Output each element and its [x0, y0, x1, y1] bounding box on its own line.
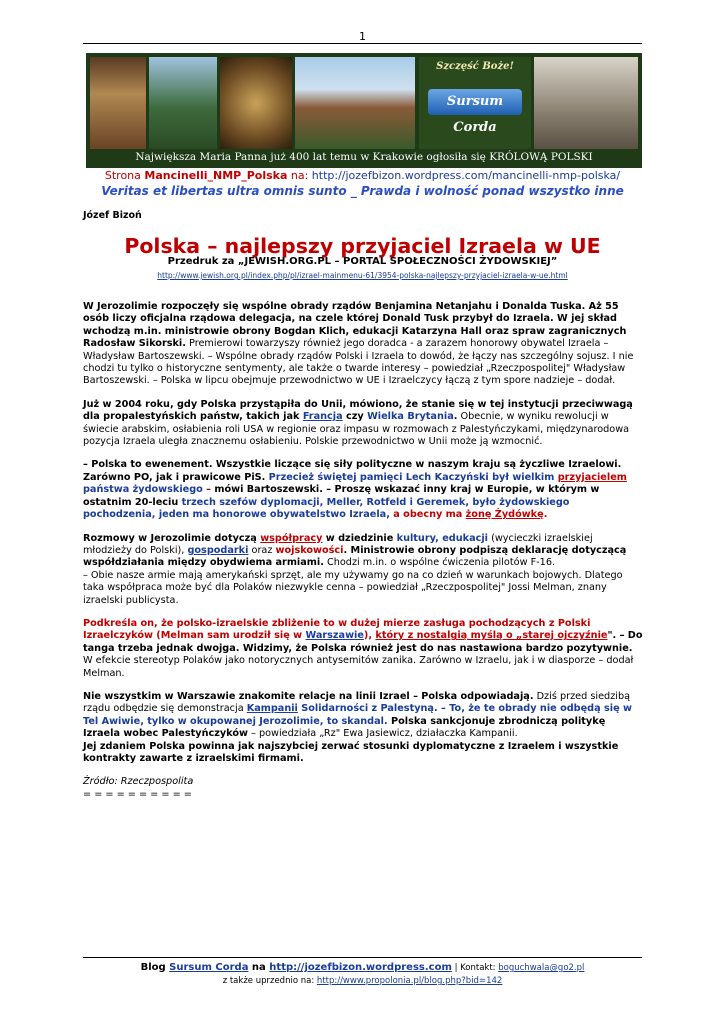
link-przyjacielem[interactable]: przyjacielem [557, 471, 627, 483]
link-gospodarki[interactable]: gospodarki [187, 544, 249, 556]
footer-email-link[interactable]: boguchwala@go2.pl [498, 963, 585, 973]
banner-caption: Największa Maria Panna już 400 lat temu w Krakowie ogłosiła się KRÓLOWĄ POLSKI [135, 151, 593, 163]
paragraph-4: Rozmowy w Jerozolimie dotyczą współpracy w dziedzinie kultury, edukacji (wycieczki izraelskiej młodzieży do Polski), gospodarki oraz wojskowości. Ministrowie obrony podpiszą deklarację dotyczącą współdziałania między obydwiema armiami. Chodzi m.in. o wspólne ćwiczenia pilotów F-16. – Obie nasze armie mają amerykański sprzęt, ale my używamy go na co dzień w warunkach bojowych. Dlatego taka współpraca może być dla Polaków niezwykle cenna – powiedział „Rzeczpospolitej" Jossi Melman, znany izraelski publicysta. [83, 532, 627, 606]
header-banner [86, 53, 642, 168]
footer-rule [83, 957, 642, 958]
portrait-image [534, 57, 638, 149]
madonna-image [90, 57, 146, 149]
motto: Veritas et libertas ultra omnis sunto _ Prawda i wolność ponad wszystko inne [101, 184, 624, 198]
link-kampanii[interactable]: Kampanii [246, 703, 298, 715]
footer-propolonia-link[interactable]: http://www.propolonia.pl/blog.php?bid=142 [316, 976, 503, 986]
separator: = = = = = = = = = = [83, 788, 192, 800]
wawel-castle-image [295, 57, 415, 149]
page-number: 1 [359, 30, 366, 43]
link-wspolpracy[interactable]: współpracy [260, 532, 323, 544]
footer-blog-link[interactable]: Sursum Corda [169, 962, 249, 973]
link-wielka-brytania[interactable]: Wielka Brytania [367, 411, 454, 423]
article-body [83, 301, 643, 801]
header-rule [83, 43, 642, 44]
link-warszawie[interactable]: Warszawie [305, 630, 364, 642]
paragraph-2: Już w 2004 roku, gdy Polska przystąpiła do Unii, mówiono, że stanie się w tej instytucji przeciwwagą dla propalestyńskich państw, takich jak Francja czy Wielka Brytania. Obecnie, w wyniku rewolucji w świecie arabskim, osłabienia roli USA w regionie oraz impasu w rozmowach z Palestyńczykami, międzynarodowa pozycja Izraela uległa znacznemu osłabieniu. Polskie przewodnictwo w Unii może ją wzmocnić. [83, 398, 633, 448]
site-line: Strona Mancinelli_NMP_Polska na: http://jozefbizon.wordpress.com/mancinelli-nmp-polska/ [104, 169, 621, 182]
paragraph-1: W Jerozolimie rozpoczęły się wspólne obrady rządów Benjamina Netanjahu i Donalda Tuska. Aż 55 osób liczy oficjalna rządowa delegacja, na czele której Donald Tusk przybył do Izraela. W jej skład wchodzą m.in. ministrowie obrony Bogdan Klich, edukacji Katarzyna Hall oraz spraw zagranicznych Radosław Sikorski. Premierowi towarzyszy również jego doradca - a zarazem honorowy obywatel Izraela – Władysław Bartoszewski. – Wspólne obrady rządów Polski i Izraela to dowód, że łączy nas szczególny sojusz. I nie chodzi tu tylko o historyczne sentymenty, ale także o twarde interesy – powiedział „Rzeczpospolitej" Władysław Bartoszewski. – Polska w lipcu obejmuje przewodnictwo w UE i Izraelczycy łączą z tym spore nadzieje – dodał. [83, 301, 634, 387]
author: Józef Bizoń [83, 210, 142, 221]
site-url-link[interactable]: http://jozefbizon.wordpress.com/mancinelli-nmp-polska/ [311, 169, 621, 182]
paragraph-3: – Polska to ewenement. Wszystkie liczące się siły polityczne w naszym kraju są życzliwe Izraelowi. Zarówno PO, jak i prawicowe PiS. Przecież świętej pamięci Lech Kaczyński był wielkim przyjacielem państwa żydowskiego – mówi Bartoszewski. – Proszę wskazać inny kraj w Europie, w którym w ostatnim 20-leciu trzech szefów dyplomacji, Meller, Rotfeld i Geremek, było żydowskiego pochodzenia, jeden ma honorowe obywatelstwo Izraela, a obecny ma żonę Żydówkę. [83, 459, 627, 521]
footer-blog-url[interactable]: http://jozefbizon.wordpress.com [269, 962, 452, 973]
site-name: Mancinelli_NMP_Polska [144, 169, 288, 182]
icon-image [220, 57, 292, 149]
source-url-link[interactable]: http://www.jewish.org.pl/index.php/pl/izrael-mainmenu-61/3954-polska-najlepszy-przyjaciel-izraela-w-ue.html [157, 271, 568, 280]
article-title: Polska – najlepszy przyjaciel Izraela w UE [124, 234, 601, 258]
sursum-corda-logo[interactable]: Sursum Corda [428, 89, 522, 115]
article-subtitle: Przedruk za „JEWISH.ORG.PL – PORTAL SPOŁECZNOŚCI ŻYDOWSKIEJ” [167, 256, 558, 267]
source-note: Źródło: Rzeczpospolita = = = = = = = = = = [83, 776, 194, 800]
paragraph-5: Podkreśla on, że polsko-izraelskie zbliżenie to w dużej mierze zasługa pochodzących z Polski Izraelczyków (Melman sam urodził się w Warszawie), który z nostalgią myślą o „starej ojczyźnie". – Do tanga trzeba jednak dwojga. Widzimy, że Polska również jest do nas nastawiona bardzo pozytywnie. W efekcie stereotyp Polaków jako notorycznych antysemitów zanika. Zarówno w Izraelu, jak i w diasporze – dodał Melman. [83, 617, 643, 679]
paragraph-6: Nie wszystkim w Warszawie znakomite relacje na linii Izrael – Polska odpowiadają. Dziś przed siedzibą rządu odbędzie się demonstracja Kampanii Solidarności z Palestyną. – To, że te obrady nie odbędą się w Tel Awiwie, tylko w okupowanej Jerozolimie, to skandal. Polska sankcjonuje zbrodniczą politykę Izraela wobec Palestyńczyków – powiedziała „Rz" Ewa Jasiewicz, działaczka Kampanii. Jej zdaniem Polska powinna jak najszybciej zerwać stosunki dyplomatyczne z Izraelem i wszystkie kontrakty zawarte z izraelskimi firmami. [83, 690, 633, 764]
link-francja[interactable]: Francja [302, 411, 343, 423]
footer-line-2: z także uprzednio na: http://www.propolonia.pl/blog.php?bid=142 [222, 976, 503, 986]
church-image [149, 57, 217, 149]
footer-line-1: Blog Sursum Corda na http://jozefbizon.wordpress.com | Kontakt: boguchwala@go2.pl [140, 962, 585, 973]
blessing-text: Szczęść Boże! [436, 61, 514, 72]
